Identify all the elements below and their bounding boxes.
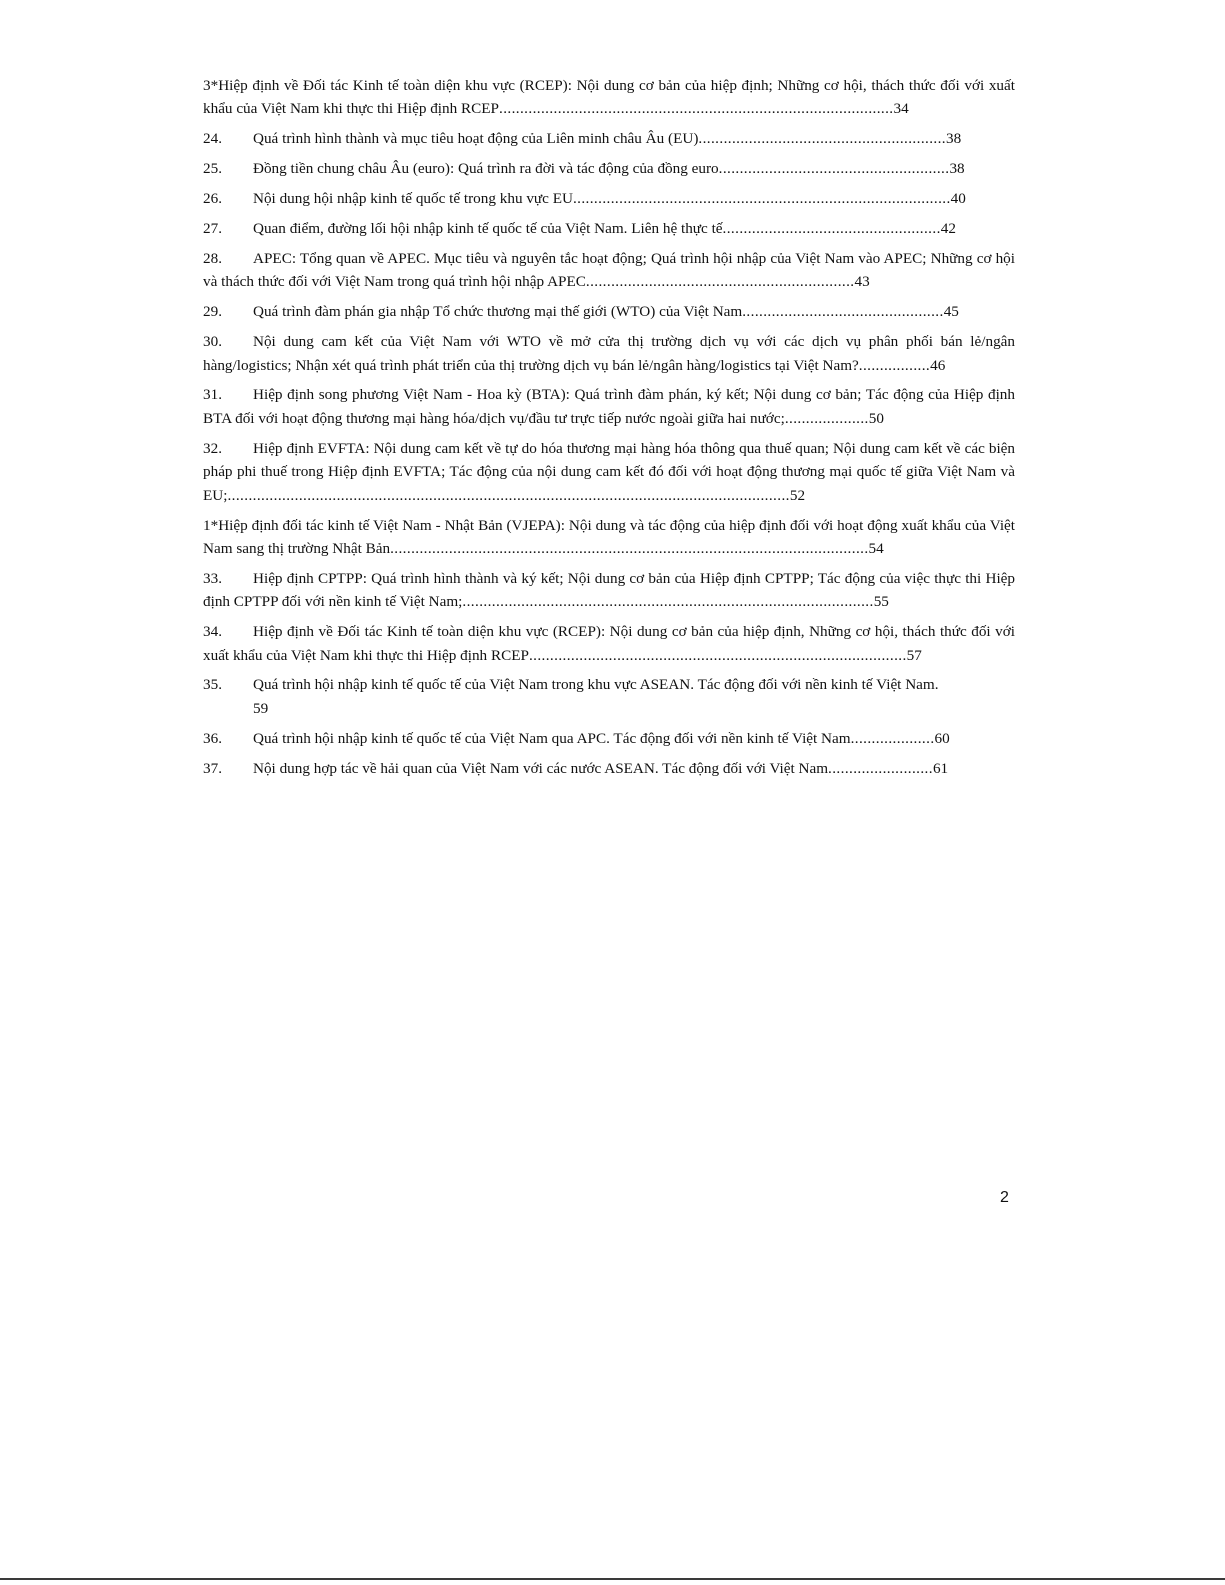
toc-entry-number: 32. xyxy=(203,439,222,457)
toc-entry-text: Quan điểm, đường lối hội nhập kinh tế quốc tế của Việt Nam. Liên hệ thực tế xyxy=(253,220,723,238)
toc-entry-leader: .................... xyxy=(850,729,935,747)
toc-entry-page: 43 xyxy=(854,273,870,291)
toc-entry[interactable] xyxy=(203,127,1015,150)
toc-entry-leader: ......................... xyxy=(828,759,933,777)
toc-entry-leader: ...................................................................................................................................... xyxy=(227,486,790,504)
toc-entry-page: 42 xyxy=(940,220,956,238)
toc-entry[interactable] xyxy=(203,567,1015,614)
toc-entry[interactable] xyxy=(203,247,1015,294)
toc-entry-text: Quá trình hội nhập kinh tế quốc tế của Việt Nam trong khu vực ASEAN. Tác động đối với nền kinh tế Việt Nam. xyxy=(253,676,939,694)
toc-entry-text: Hiệp định về Đối tác Kinh tế toàn diện khu vực (RCEP): Nội dung cơ bản của hiệp định, Những cơ hội, thách thức đối với xuất khẩu của Việt Nam khi thực thi Hiệp định RCEP xyxy=(203,623,1015,664)
toc-entry-text: Nội dung hội nhập kinh tế quốc tế trong khu vực EU xyxy=(253,190,573,208)
toc-entry-text: 3*Hiệp định về Đối tác Kinh tế toàn diện khu vực (RCEP): Nội dung cơ bản của hiệp định; Những cơ hội, thách thức đối với xuất khẩu của Việt Nam khi thực thi Hiệp định RCEP xyxy=(203,77,1015,118)
bottom-border xyxy=(0,1578,1225,1580)
toc-entry-number: 35. xyxy=(203,676,222,694)
toc-entry-number: 37. xyxy=(203,759,222,777)
toc-entry-number: 34. xyxy=(203,623,222,641)
toc-entry-page: 50 xyxy=(868,409,884,427)
toc-entry-page: 52 xyxy=(789,486,806,504)
toc-entry-leader: ................................................ xyxy=(742,303,944,321)
toc-entry-page: 57 xyxy=(906,646,922,664)
toc-entry-text: Hiệp định EVFTA: Nội dung cam kết về tự do hóa thương mại hàng hóa thông qua thuế quan; Nội dung cam kết về các biện pháp phi thuế trong Hiệp định EVFTA; Tác động của nội dung cam kết đó đối với hoạt động thương mại quốc tế giữa Việt Nam và EU; xyxy=(203,439,1015,504)
toc-entry-text: Hiệp định CPTPP: Quá trình hình thành và ký kết; Nội dung cơ bản của Hiệp định CPTPP; Tác động của việc thực thi Hiệp định CPTPP đối với nền kinh tế Việt Nam; xyxy=(203,569,1015,611)
toc-entry-number: 31. xyxy=(203,386,222,404)
toc-entry-text: Quá trình hội nhập kinh tế quốc tế của Việt Nam qua APC. Tác động đối với nền kinh tế Việt Nam xyxy=(253,729,851,747)
toc-entry-leader: .................................................................................................. xyxy=(462,593,874,611)
toc-entry-leader: .............................................................................................. xyxy=(499,100,894,118)
toc-entry-text: APEC: Tổng quan về APEC. Mục tiêu và nguyên tắc hoạt động; Quá trình hội nhập của Việt Nam vào APEC; Những cơ hội và thách thức đối với Việt Nam trong quá trình hội nhập APEC xyxy=(203,249,1015,291)
toc-entry-text: Đồng tiền chung châu Âu (euro): Quá trình ra đời và tác động của đồng euro xyxy=(253,160,719,178)
toc-entry[interactable] xyxy=(203,514,1015,561)
toc-entry[interactable] xyxy=(203,330,1015,377)
toc-entry-text: Quá trình hình thành và mục tiêu hoạt động của Liên minh châu Âu (EU) xyxy=(253,130,699,148)
toc-entry-leader: ....................................................... xyxy=(718,160,950,178)
toc-entry[interactable] xyxy=(203,187,1015,210)
toc-entry-text: Hiệp định song phương Việt Nam - Hoa kỳ (BTA): Quá trình đàm phán, ký kết; Nội dung cơ bản; Tác động của Hiệp định BTA đối với hoạt động thương mại hàng hóa/dịch vụ/đầu tư trực tiếp nước ngoài giữa hai nước; xyxy=(203,386,1015,427)
toc-entry-number: 27. xyxy=(203,220,222,238)
toc-entry-page: 54 xyxy=(868,539,884,557)
toc-entry-leader: .......................................................................................... xyxy=(528,646,907,664)
toc-entry[interactable] xyxy=(203,437,1015,507)
toc-entry-page: 46 xyxy=(930,356,946,374)
toc-entry[interactable] xyxy=(203,217,1015,240)
toc-entry-page: 45 xyxy=(943,303,959,321)
toc-entry[interactable] xyxy=(203,74,1015,121)
toc-entry-page: 38 xyxy=(949,160,965,178)
toc-entry[interactable] xyxy=(203,757,1015,780)
toc-entry-page: 38 xyxy=(946,130,962,148)
page-number: 2 xyxy=(1000,1189,1009,1206)
toc-entry-number: 36. xyxy=(203,729,222,747)
toc-entry-text: Nội dung hợp tác về hải quan của Việt Nam với các nước ASEAN. Tác động đối với Việt Nam xyxy=(253,759,829,777)
toc-entry-page: 40 xyxy=(950,190,966,208)
toc-entry-number: 28. xyxy=(203,249,222,267)
toc-entry-text: Quá trình đàm phán gia nhập Tổ chức thương mại thế giới (WTO) của Việt Nam xyxy=(253,303,743,321)
toc-entry-leader: ................................................................ xyxy=(585,273,855,291)
toc-entry-page: 59 xyxy=(253,699,269,717)
toc-entry[interactable] xyxy=(203,673,1015,720)
toc-entry[interactable] xyxy=(203,620,1015,667)
toc-entry-leader: ................. xyxy=(858,356,931,374)
toc-entry-leader: .......................................................................................... xyxy=(572,190,951,208)
toc-entry-page: 55 xyxy=(873,593,889,611)
toc-entry-leader: ........................................................... xyxy=(698,130,947,148)
toc-entry-number: 24. xyxy=(203,130,222,148)
toc-entry[interactable] xyxy=(203,727,1015,750)
toc-entry-text: 1*Hiệp định đối tác kinh tế Việt Nam - Nhật Bản (VJEPA): Nội dung và tác động của hiệp định đối với hoạt động xuất khẩu của Việt Nam sang thị trường Nhật Bản xyxy=(203,516,1015,557)
toc-entry[interactable] xyxy=(203,157,1015,180)
toc-entry-number: 33. xyxy=(203,569,222,587)
toc-entry[interactable] xyxy=(203,383,1015,430)
toc-entry-page: 34 xyxy=(893,100,909,118)
table-of-contents xyxy=(203,74,1015,787)
toc-entry-leader: .................... xyxy=(784,409,869,427)
toc-entry[interactable] xyxy=(203,300,1015,323)
toc-entry-number: 25. xyxy=(203,160,222,178)
toc-entry-leader: .................................................................................................................. xyxy=(390,539,869,557)
toc-entry-page: 60 xyxy=(934,729,950,747)
toc-entry-page: 61 xyxy=(932,759,949,777)
toc-entry-text: Nội dung cam kết của Việt Nam với WTO về mở cửa thị trường dịch vụ với các dịch vụ phân phối bán lẻ/ngân hàng/logistics; Nhận xét quá trình phát triển của thị trường dịch vụ bán lẻ/ngân hàng/logistics tại Việt Nam? xyxy=(203,333,1015,374)
toc-entry-number: 26. xyxy=(203,190,222,208)
toc-entry-leader: .................................................... xyxy=(722,220,941,238)
toc-entry-number: 29. xyxy=(203,303,222,321)
toc-entry-number: 30. xyxy=(203,333,222,351)
